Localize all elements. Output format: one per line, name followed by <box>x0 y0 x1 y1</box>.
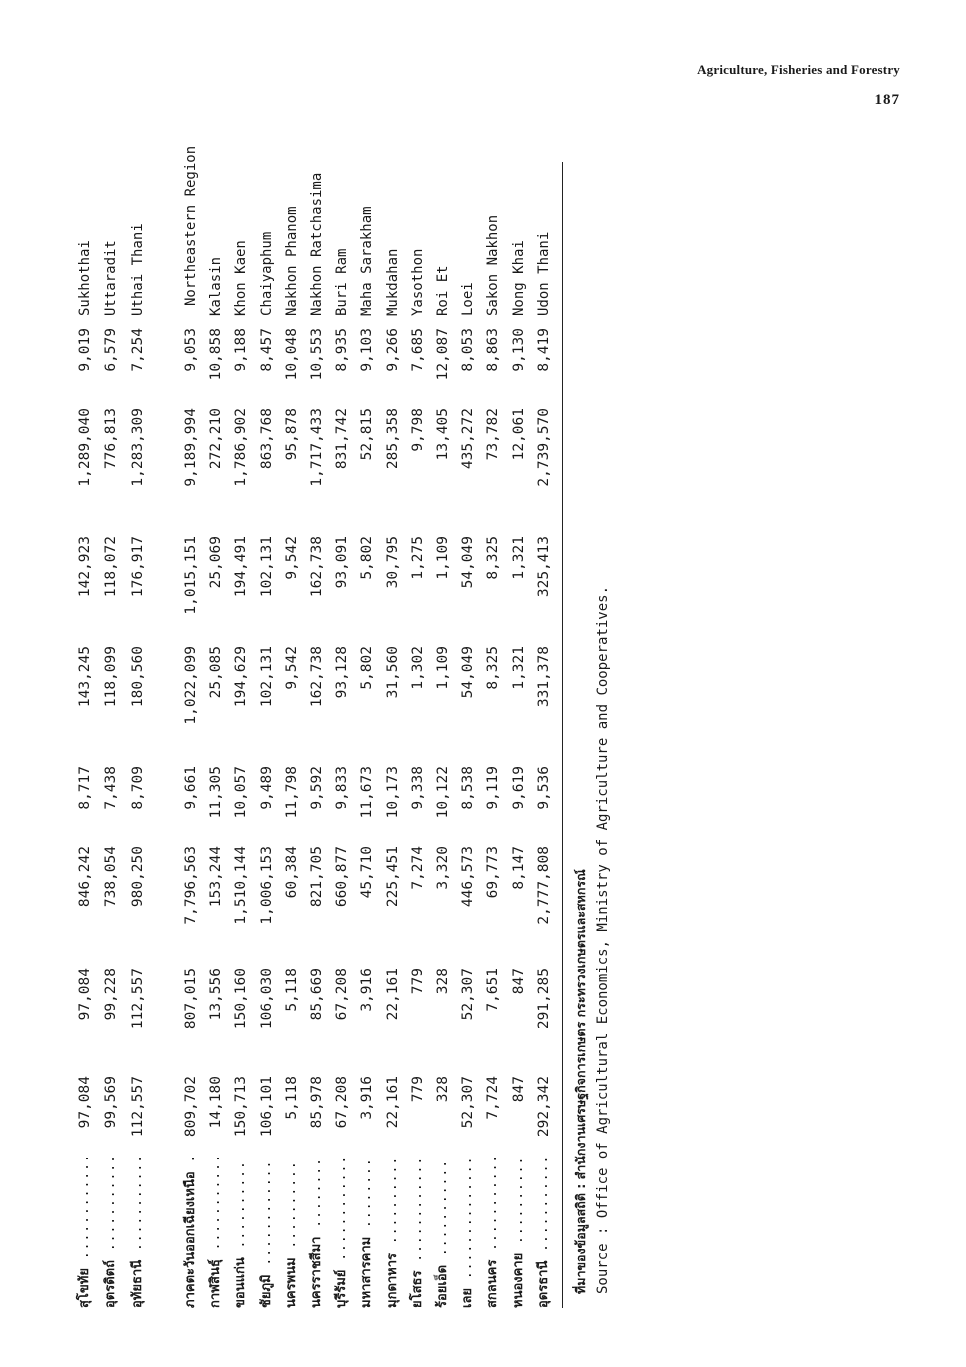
table-cell: 9,266 <box>384 328 401 372</box>
table-cell: 325,413 <box>535 536 552 598</box>
table-cell: 12,087 <box>435 328 451 381</box>
table-cell: 776,813 <box>103 408 120 470</box>
table-cell: 9,661 <box>183 766 199 810</box>
source-note <box>570 394 614 1294</box>
table-cell: 22,161 <box>384 1076 401 1129</box>
table-cell: 14,180 <box>208 1076 225 1129</box>
table-cell: 194,491 <box>233 536 250 598</box>
table-cell: 162,738 <box>309 536 325 598</box>
table-cell: 95,878 <box>283 408 300 461</box>
table-cell: 25,069 <box>208 536 225 589</box>
table-cell: 9,536 <box>535 766 552 810</box>
table-cell: 9,619 <box>510 766 527 810</box>
row-name-english: Roi Et <box>435 265 451 316</box>
table-row <box>480 158 506 1308</box>
table-cell: 106,030 <box>258 968 275 1030</box>
table-cell: 9,592 <box>309 766 325 810</box>
table-cell: 102,131 <box>258 646 275 708</box>
table-cell: 9,103 <box>359 328 376 372</box>
table-row <box>178 145 204 1308</box>
table-cell: 1,510,144 <box>233 846 250 925</box>
table-cell: 54,049 <box>460 646 477 699</box>
table-cell: 54,049 <box>460 536 477 589</box>
table-cell: 13,556 <box>208 968 225 1021</box>
table-row <box>125 158 151 1308</box>
table-cell: 7,724 <box>485 1076 502 1120</box>
table-cell: 7,796,563 <box>183 846 199 925</box>
table-cell: 1,302 <box>409 646 426 690</box>
table-cell: 435,272 <box>460 408 477 470</box>
table-cell: 8,709 <box>129 766 146 810</box>
table-cell: 8,419 <box>535 328 552 372</box>
row-name-thai: อุดรธานี ..... <box>531 1158 557 1308</box>
row-name-english: Nong Khai <box>510 240 527 316</box>
source-english: Source : Office of Agricultural Economics, Ministry of Agriculture and Cooperatives. <box>595 585 611 1294</box>
table-cell: 9,833 <box>334 766 351 810</box>
table-row <box>405 158 431 1308</box>
table-cell: 9,119 <box>485 766 502 810</box>
table-cell: 67,208 <box>334 1076 351 1129</box>
row-name-english: Nakhon Ratchasima <box>309 172 325 316</box>
table-cell: 1,015,151 <box>183 536 199 615</box>
table-cell: 1,717,433 <box>309 408 325 487</box>
table-cell: 446,573 <box>460 846 477 908</box>
table-row <box>72 158 98 1308</box>
table-row <box>354 158 380 1308</box>
table-cell: 97,084 <box>77 968 93 1021</box>
row-name-thai: เลย ..... <box>455 1158 481 1308</box>
table-cell: 97,084 <box>77 1076 93 1129</box>
table-cell: 8,717 <box>77 766 93 810</box>
table-cell: 176,917 <box>129 536 146 598</box>
table-cell: 10,057 <box>233 766 250 819</box>
table-bottom-rule <box>562 162 563 1308</box>
table-cell: 1,321 <box>510 646 527 690</box>
table-cell: 10,553 <box>309 328 325 381</box>
table-cell: 162,738 <box>309 646 325 708</box>
table-cell: 6,579 <box>103 328 120 372</box>
row-name-english: Buri Ram <box>334 248 351 316</box>
table-cell: 118,099 <box>103 646 120 708</box>
table-cell: 863,768 <box>258 408 275 470</box>
table-cell: 9,188 <box>233 328 250 372</box>
table-cell: 8,053 <box>460 328 477 372</box>
table-cell: 93,091 <box>334 536 351 589</box>
row-name-english: Chaiyaphum <box>258 231 275 316</box>
table-cell: 660,877 <box>334 846 351 908</box>
table-cell: 9,338 <box>409 766 426 810</box>
table-cell: 73,782 <box>485 408 502 461</box>
row-name-english: Kalasin <box>208 256 225 316</box>
table-cell: 7,274 <box>409 846 426 890</box>
table-cell: 180,560 <box>129 646 146 708</box>
table-cell: 1,109 <box>435 646 451 690</box>
table-cell: 809,702 <box>183 1076 199 1138</box>
row-name-thai: มุกดาหาร ..... <box>380 1158 406 1308</box>
table-cell: 10,858 <box>208 328 225 381</box>
row-name-english: Yasothon <box>409 248 426 316</box>
row-name-english: Uttaradit <box>103 240 120 316</box>
table-cell: 9,489 <box>258 766 275 810</box>
row-name-english: Uthai Thani <box>129 223 146 316</box>
table-row <box>304 158 330 1308</box>
table-cell: 807,015 <box>183 968 199 1030</box>
table-cell: 11,798 <box>283 766 300 819</box>
table-cell: 7,651 <box>485 968 502 1012</box>
table-cell: 112,557 <box>129 1076 146 1138</box>
table-cell: 153,244 <box>208 846 225 908</box>
table-row <box>203 158 229 1308</box>
table-cell: 821,705 <box>309 846 325 908</box>
row-name-english: Mukdahan <box>384 248 401 316</box>
table-cell: 25,085 <box>208 646 225 699</box>
table-cell: 5,802 <box>359 646 376 690</box>
row-name-english: Nakhon Phanom <box>283 206 300 316</box>
table-row <box>254 158 280 1308</box>
table-cell: 847 <box>510 1076 527 1103</box>
statistics-table <box>58 145 618 1308</box>
table-cell: 5,118 <box>283 968 300 1012</box>
table-cell: 10,173 <box>384 766 401 819</box>
table-row <box>455 158 481 1308</box>
table-cell: 8,325 <box>485 536 502 580</box>
table-cell: 8,863 <box>485 328 502 372</box>
page-number: 187 <box>874 92 900 108</box>
table-cell: 106,101 <box>258 1076 275 1138</box>
table-row <box>98 158 124 1308</box>
table-row <box>329 158 355 1308</box>
row-name-thai: นครพนม ..... <box>279 1158 305 1308</box>
row-name-thai: นครราชสีมา ..... <box>304 1158 330 1308</box>
table-cell: 52,307 <box>460 1076 477 1129</box>
table-cell: 272,210 <box>208 408 225 470</box>
table-cell: 328 <box>435 1076 451 1103</box>
row-name-thai: สุโขทัย ..... <box>72 1158 98 1308</box>
table-cell: 52,307 <box>460 968 477 1021</box>
table-cell: 331,378 <box>535 646 552 708</box>
table-cell: 3,916 <box>359 968 376 1012</box>
table-cell: 738,054 <box>103 846 120 908</box>
row-name-thai: ขอนแก่น ..... <box>228 1158 254 1308</box>
table-cell: 9,189,994 <box>183 408 199 487</box>
table-cell: 99,228 <box>103 968 120 1021</box>
table-cell: 52,815 <box>359 408 376 461</box>
table-cell: 5,118 <box>283 1076 300 1120</box>
table-cell: 7,254 <box>129 328 146 372</box>
table-cell: 2,739,570 <box>535 408 552 487</box>
table-cell: 112,557 <box>129 968 146 1030</box>
table-cell: 328 <box>435 968 451 995</box>
table-cell: 3,916 <box>359 1076 376 1120</box>
row-name-thai: กาฬสินธุ์ ..... <box>203 1158 229 1308</box>
table-cell: 1,283,309 <box>129 408 146 487</box>
table-cell: 9,542 <box>283 646 300 690</box>
table-cell: 1,006,153 <box>258 846 275 925</box>
table-cell: 1,786,902 <box>233 408 250 487</box>
row-name-thai: สกลนคร ..... <box>480 1158 506 1308</box>
table-cell: 12,061 <box>510 408 527 461</box>
table-cell: 1,321 <box>510 536 527 580</box>
table-cell: 142,923 <box>77 536 93 598</box>
table-cell: 2,777,808 <box>535 846 552 925</box>
section-title: Agriculture, Fisheries and Forestry <box>697 62 900 77</box>
table-cell: 150,160 <box>233 968 250 1030</box>
row-name-english: Maha Sarakham <box>359 206 376 316</box>
table-row <box>430 158 456 1308</box>
row-name-thai: หนองคาย ..... <box>506 1158 532 1308</box>
table-cell: 10,122 <box>435 766 451 819</box>
table-cell: 143,245 <box>77 646 93 708</box>
table-cell: 292,342 <box>535 1076 552 1138</box>
source-thai: ที่มาของข้อมูลสถิติ : สำนักงานเศรษฐกิจการเกษตร กระทรวงเกษตรและสหกรณ์ <box>573 869 588 1294</box>
table-cell: 22,161 <box>384 968 401 1021</box>
table-cell: 150,713 <box>233 1076 250 1138</box>
table-cell: 11,673 <box>359 766 376 819</box>
table-cell: 8,147 <box>510 846 527 890</box>
row-name-english: Loei <box>460 282 477 316</box>
table-cell: 8,538 <box>460 766 477 810</box>
row-name-thai: อุตรดิตถ์ ..... <box>98 1158 124 1308</box>
table-cell: 11,305 <box>208 766 225 819</box>
table-cell: 7,438 <box>103 766 120 810</box>
table-row <box>506 158 532 1308</box>
row-name-thai: บุรีรัมย์ ..... <box>329 1158 355 1308</box>
table-cell: 9,798 <box>409 408 426 452</box>
table-cell: 291,285 <box>535 968 552 1030</box>
table-cell: 846,242 <box>77 846 93 908</box>
table-cell: 8,325 <box>485 646 502 690</box>
table-cell: 69,773 <box>485 846 502 899</box>
table-cell: 13,405 <box>435 408 451 461</box>
table-cell: 9,130 <box>510 328 527 372</box>
table-cell: 1,289,040 <box>77 408 93 487</box>
table-cell: 225,451 <box>384 846 401 908</box>
table-cell: 30,795 <box>384 536 401 589</box>
table-cell: 194,629 <box>233 646 250 708</box>
table-cell: 85,978 <box>309 1076 325 1129</box>
row-name-thai: ยโสธร ..... <box>405 1158 431 1308</box>
row-name-english: Khon Kaen <box>233 240 250 316</box>
table-cell: 93,128 <box>334 646 351 699</box>
table-cell: 45,710 <box>359 846 376 899</box>
table-cell: 5,802 <box>359 536 376 580</box>
table-cell: 779 <box>409 1076 426 1103</box>
table-cell: 831,742 <box>334 408 351 470</box>
row-name-english: Sakon Nakhon <box>485 214 502 316</box>
row-name-thai: ร้อยเอ็ด ..... <box>430 1158 456 1308</box>
table-cell: 779 <box>409 968 426 995</box>
table-cell: 1,109 <box>435 536 451 580</box>
table-cell: 7,685 <box>409 328 426 372</box>
table-cell: 285,358 <box>384 408 401 470</box>
table-cell: 99,569 <box>103 1076 120 1129</box>
table-cell: 10,048 <box>283 328 300 381</box>
table-row <box>531 158 557 1308</box>
table-cell: 980,250 <box>129 846 146 908</box>
table-cell: 847 <box>510 968 527 995</box>
table-cell: 67,208 <box>334 968 351 1021</box>
row-name-thai: อุทัยธานี ..... <box>125 1158 151 1308</box>
table-cell: 9,053 <box>183 328 199 372</box>
table-cell: 102,131 <box>258 536 275 598</box>
table-cell: 8,935 <box>334 328 351 372</box>
table-cell: 9,542 <box>283 536 300 580</box>
row-name-english: Udon Thani <box>535 231 552 316</box>
table-cell: 118,072 <box>103 536 120 598</box>
row-name-thai: ชัยภูมิ ..... <box>254 1158 280 1308</box>
table-cell: 60,384 <box>283 846 300 899</box>
table-cell: 1,022,099 <box>183 646 199 725</box>
table-cell: 85,669 <box>309 968 325 1021</box>
table-cell: 31,560 <box>384 646 401 699</box>
table-cell: 1,275 <box>409 536 426 580</box>
row-name-english: Sukhothai <box>77 240 93 316</box>
row-name-thai: มหาสารคาม ..... <box>354 1158 380 1308</box>
table-row <box>380 158 406 1308</box>
row-name-english: Northeastern Region <box>183 145 199 306</box>
table-row <box>228 158 254 1308</box>
table-cell: 8,457 <box>258 328 275 372</box>
page-header <box>697 62 900 109</box>
table-row <box>279 158 305 1308</box>
row-name-thai: ภาคตะวันออกเฉียงเหนือ ..... <box>178 1158 204 1308</box>
table-cell: 9,019 <box>77 328 93 372</box>
table-cell: 3,320 <box>435 846 451 890</box>
